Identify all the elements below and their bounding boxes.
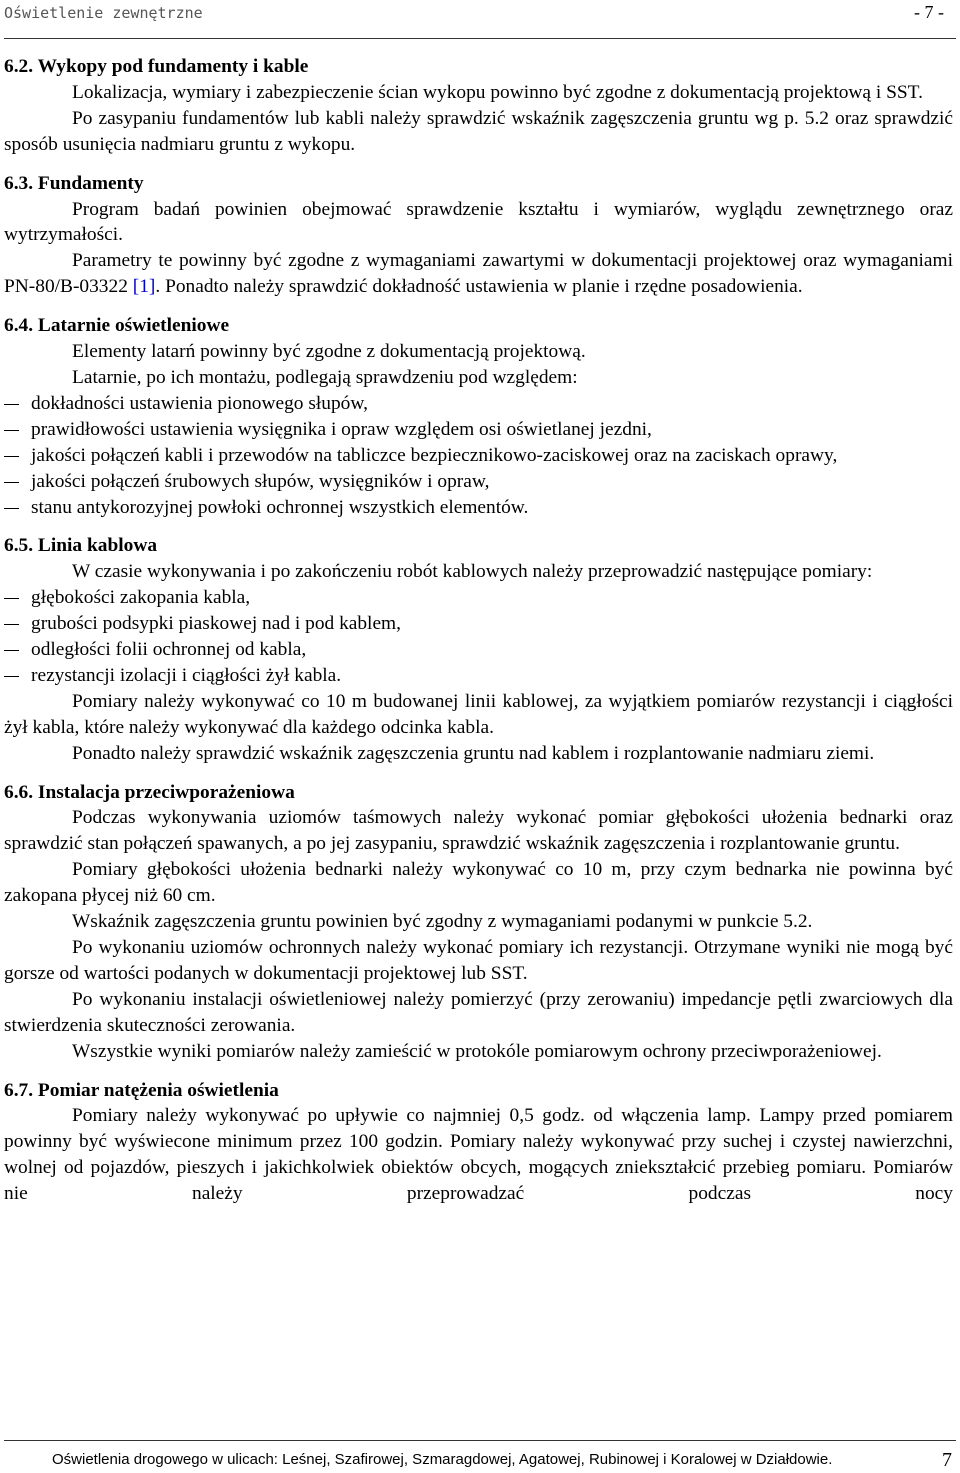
paragraph: W czasie wykonywania i po zakończeniu robót kablowych należy przeprowadzić następujące pomiary: — [72, 561, 873, 583]
paragraph-text: Parametry te powinny być zgodne z wymaganiami zawartymi w dokumentacji projektowej oraz wymaganiami PN-80/B-03322 — [4, 250, 953, 298]
dash-list — [4, 391, 953, 521]
list-item: rezystancji izolacji i ciągłości żył kabla. — [4, 663, 953, 689]
paragraph: Pomiary należy wykonywać po upływie co najmniej 0,5 godz. od włączenia lamp. Lampy przed pomiarem powinny być wyświecone minimum przez 100 godzin. Pomiary należy wykonywać przy suchej i czystej nawierzchni, wolnej od pojazdów, pieszych i jakichkolwiek obiektów obcych, mogących zniekształcić przebieg pomiaru. Pomiarów nie należy przeprowadzać podczas nocy — [4, 1105, 953, 1205]
header-rule — [4, 38, 956, 39]
list-item: jakości połączeń kabli i przewodów na tabliczce bezpiecznikowo-zaciskowej oraz na zaciskach oprawy, — [4, 443, 953, 469]
paragraph: Pomiary należy wykonywać co 10 m budowanej linii kablowej, za wyjątkiem pomiarów rezystancji i ciągłości żył kabla, które należy wykonywać dla każdego odcinka kabla. — [4, 690, 953, 738]
paragraph: Latarnie, po ich montażu, podlegają sprawdzeniu pod względem: — [72, 366, 578, 388]
paragraph: Pomiary głębokości ułożenia bednarki należy wykonywać co 10 m, przy czym bednarka nie powinna być zakopana płycej niż 60 cm. — [4, 859, 953, 907]
footer-text: Oświetlenia drogowego w ulicach: Leśnej, Szafirowej, Szmaragdowej, Agatowej, Rubinowej i Koralowej w Działdowie. — [52, 1451, 833, 1468]
paragraph: Wskaźnik zagęszczenia gruntu powinien być zgodny z wymaganiami podanymi w punkcie 5.2. — [72, 911, 813, 933]
list-item: stanu antykorozyjnej powłoki ochronnej wszystkich elementów. — [4, 495, 953, 521]
section-6-4 — [4, 313, 953, 520]
list-item: jakości połączeń śrubowych słupów, wysięgników i opraw, — [4, 469, 953, 495]
paragraph — [4, 248, 953, 300]
paragraph-text: . Ponadto należy sprawdzić dokładność ustawienia w planie i rzędne posadowienia. — [155, 276, 803, 298]
section-heading: 6.2. Wykopy pod fundamenty i kable — [4, 56, 309, 77]
section-6-3 — [4, 171, 953, 301]
dash-list — [4, 585, 953, 689]
paragraph: Podczas wykonywania uziomów taśmowych należy wykonać pomiar głębokości ułożenia bednarki oraz sprawdzić stan połączeń spawanych, a po jej zasypaniu, sprawdzić wskaźnik zagęszczenia i rozplantowanie gruntu. — [4, 807, 953, 855]
list-item: odległości folii ochronnej od kabla, — [4, 637, 953, 663]
header-title: Oświetlenie zewnętrzne — [4, 4, 203, 22]
list-item: grubości podsypki piaskowej nad i pod kablem, — [4, 611, 953, 637]
paragraph: Program badań powinien obejmować sprawdzenie kształtu i wymiarów, wyglądu zewnętrznego oraz wytrzymałości. — [4, 198, 953, 246]
section-heading: 6.7. Pomiar natężenia oświetlenia — [4, 1079, 279, 1101]
paragraph: Wszystkie wyniki pomiarów należy zamieścić w protokóle pomiarowym ochrony przeciwporażeniowej. — [72, 1040, 882, 1062]
section-heading: 6.4. Latarnie oświetleniowe — [4, 315, 230, 337]
list-item: prawidłowości ustawienia wysięgnika i opraw względem osi oświetlanej jezdni, — [4, 417, 953, 443]
reference-link[interactable]: [1] — [132, 276, 156, 298]
section-6-5 — [4, 533, 953, 766]
header-page-number: - 7 - — [914, 2, 944, 22]
section-6-6 — [4, 780, 953, 1065]
section-6-2 — [4, 54, 953, 158]
list-item: dokładności ustawienia pionowego słupów, — [4, 391, 953, 417]
section-heading: 6.6. Instalacja przeciwporażeniowa — [4, 781, 295, 803]
paragraph: Lokalizacja, wymiary i zabezpieczenie ścian wykopu powinno być zgodne z dokumentacją projektową i SST. — [72, 81, 923, 103]
section-heading: 6.3. Fundamenty — [4, 172, 144, 194]
footer-page-number: 7 — [942, 1449, 952, 1471]
section-6-7 — [4, 1078, 953, 1208]
paragraph: Po wykonaniu uziomów ochronnych należy wykonać pomiary ich rezystancji. Otrzymane wyniki nie mogą być gorsze od wartości podanych w dokumentacji projektowej lub SST. — [4, 937, 953, 984]
paragraph: Elementy latarń powinny być zgodne z dokumentacją projektową. — [72, 341, 586, 363]
footer-rule — [4, 1440, 956, 1441]
list-item: głębokości zakopania kabla, — [4, 585, 953, 611]
section-heading: 6.5. Linia kablowa — [4, 535, 158, 557]
document-body — [4, 54, 953, 1207]
paragraph: Po wykonaniu instalacji oświetleniowej należy pomierzyć (przy zerowaniu) impedancje pętli zwarciowych dla stwierdzenia skuteczności zerowania. — [4, 988, 953, 1036]
paragraph: Po zasypaniu fundamentów lub kabli należy sprawdzić wskaźnik zagęszczenia gruntu wg p. 5.2 oraz sprawdzić sposób usunięcia nadmiaru gruntu z wykopu. — [4, 107, 953, 155]
paragraph: Ponadto należy sprawdzić wskaźnik zagęszczenia gruntu nad kablem i rozplantowanie nadmiaru ziemi. — [72, 742, 875, 764]
